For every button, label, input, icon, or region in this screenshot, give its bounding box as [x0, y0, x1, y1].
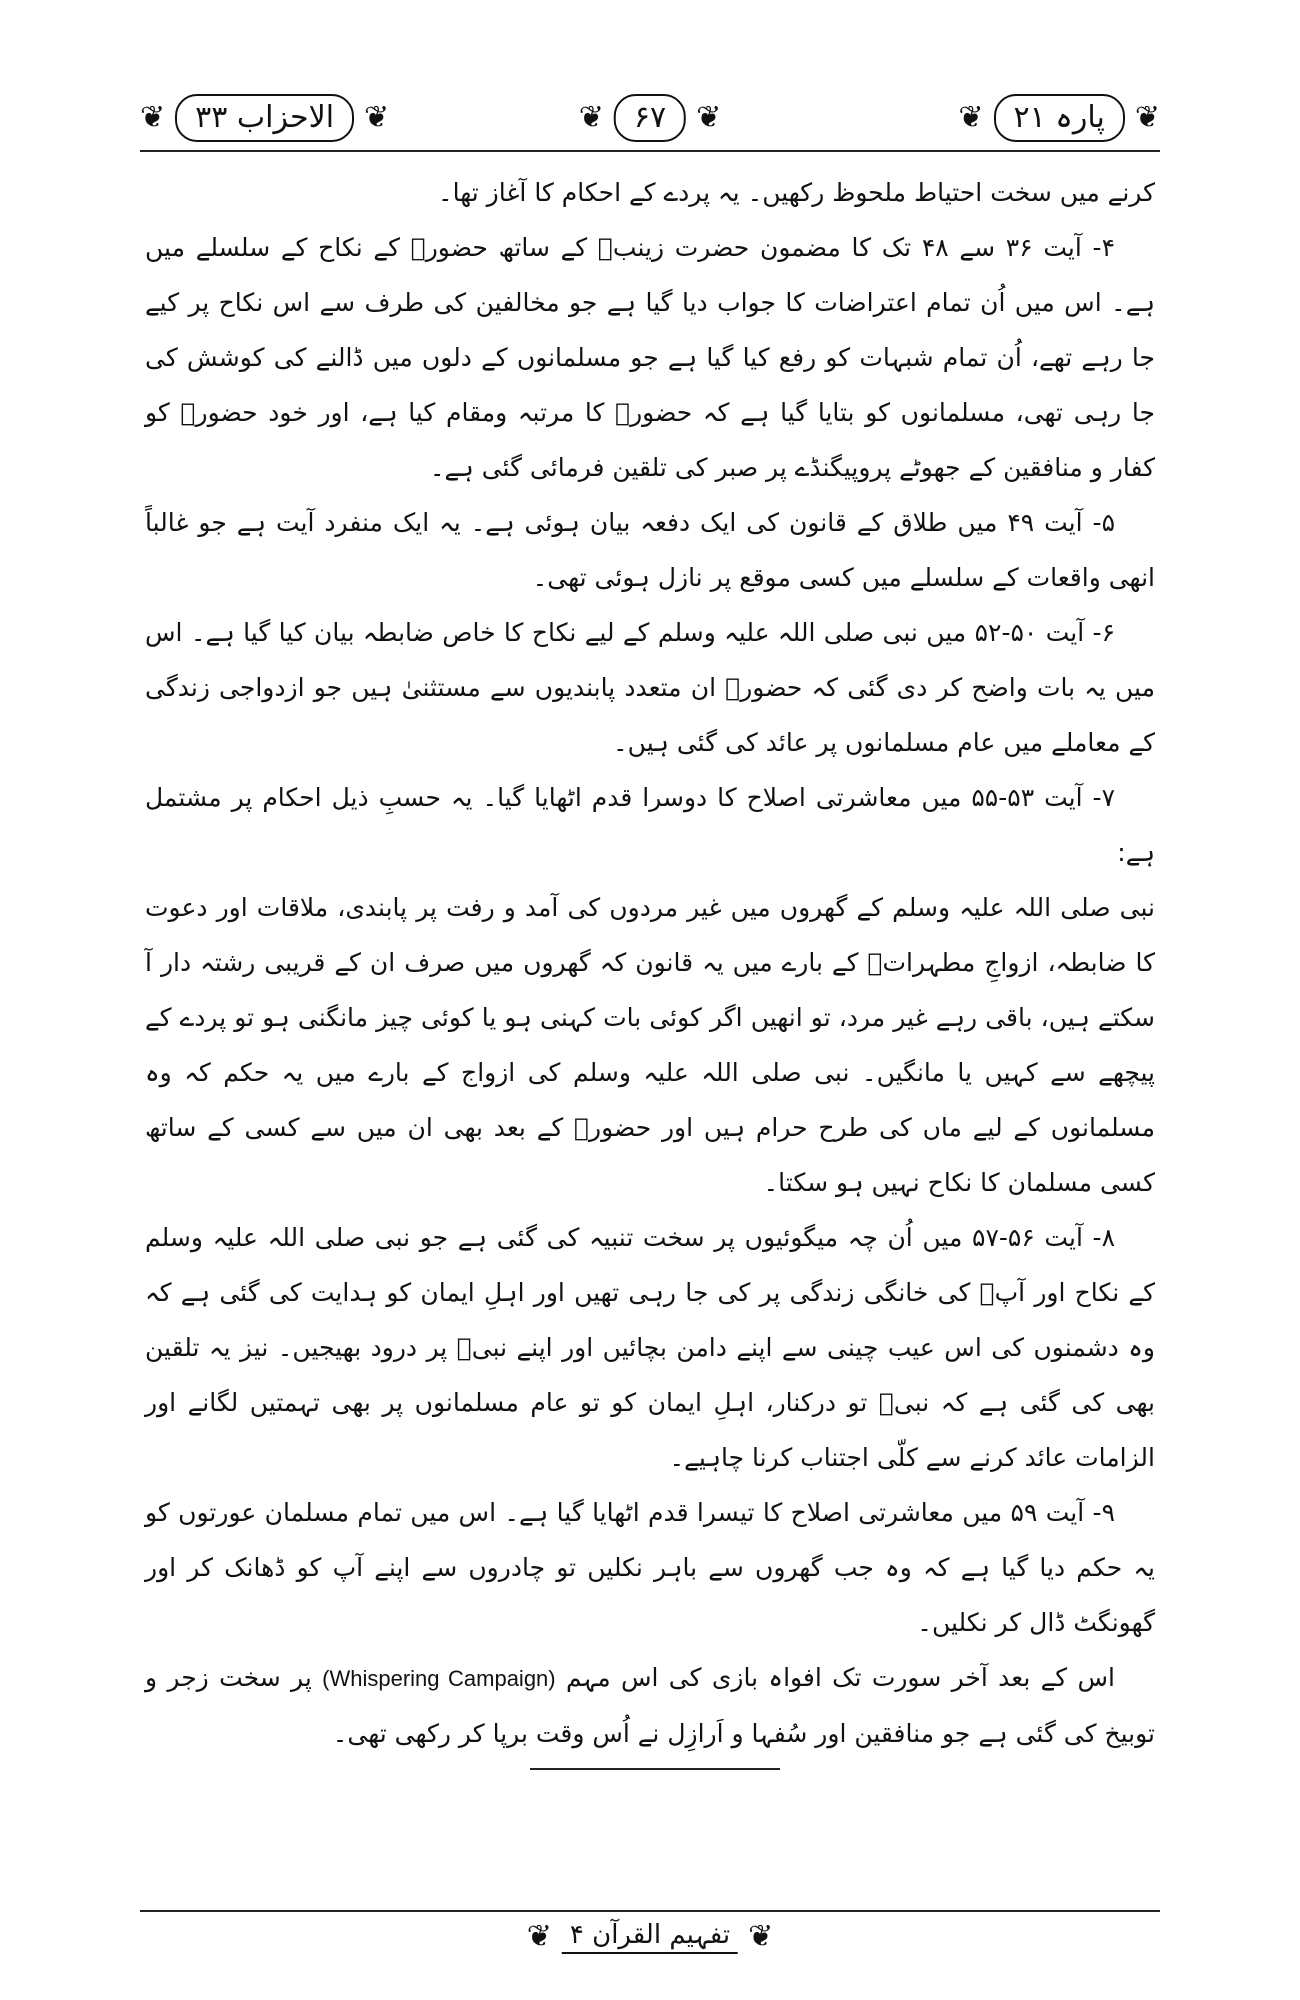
paragraph: ۶- آیت ۵۰-۵۲ میں نبی صلی اللہ علیہ وسلم کے لیے نکاح کا خاص ضابطہ بیان کیا گیا ہے۔ اس میں یہ بات واضح کر دی گئی کہ حضورؐ ان متعدد پابندیوں سے مستثنیٰ ہیں جو ازدواجی زندگی کے معاملے میں عام مسلمانوں پر عائد کی گئی ہیں۔ [145, 618, 1155, 757]
page-footer [527, 1920, 774, 1954]
paragraph: ۹- آیت ۵۹ میں معاشرتی اصلاح کا تیسرا قدم اٹھایا گیا ہے۔ اس میں تمام مسلمان عورتوں کو یہ حکم دیا گیا ہے کہ وہ جب گھروں سے باہر نکلیں تو چادروں سے اپنے آپ کو ڈھانک کر اور گھونگٹ ڈال کر نکلیں۔ [145, 1498, 1155, 1637]
page-number-cartouche [579, 90, 722, 146]
floral-ornament-icon: ❦ [696, 100, 722, 135]
para-cartouche [958, 90, 1160, 146]
surah-label: الاحزاب ۳۳ [175, 94, 354, 142]
surah-cartouche [140, 90, 389, 146]
paragraph: کرنے میں سخت احتیاط ملحوظ رکھیں۔ یہ پردے کے احکام کا آغاز تھا۔ [437, 178, 1155, 207]
para-label: پارہ ۲۱ [994, 94, 1125, 142]
closing-text-end: پر سخت زجر و توبیخ کی گئی ہے جو منافقین اور سُفہا و اَرازِل نے اُس وقت برپا کر رکھی تھی۔ [145, 1663, 1155, 1748]
header-divider [140, 150, 1160, 152]
english-term: (Whispering Campaign) [322, 1666, 556, 1691]
page-header [140, 90, 1160, 150]
floral-ornament-icon: ❦ [958, 100, 984, 135]
paragraph: ۷- آیت ۵۳-۵۵ میں معاشرتی اصلاح کا دوسرا قدم اٹھایا گیا۔ یہ حسبِ ذیل احکام پر مشتمل ہے: [145, 783, 1155, 867]
floral-ornament-icon: ❦ [364, 100, 390, 135]
end-divider [530, 1768, 780, 1770]
floral-ornament-icon: ❦ [140, 100, 166, 135]
floral-ornament-icon: ❦ [1134, 100, 1160, 135]
footer-divider [140, 1910, 1160, 1912]
page-body [145, 165, 1155, 1761]
floral-ornament-icon: ❦ [526, 1919, 552, 1954]
book-title: تفہیم القرآن ۴ [562, 1920, 738, 1954]
paragraph: ۸- آیت ۵۶-۵۷ میں اُن چہ میگوئیوں پر سخت تنبیہ کی گئی ہے جو نبی صلی اللہ علیہ وسلم کے نکاح اور آپؐ کی خانگی زندگی پر کی جا رہی تھیں اور اہلِ ایمان کو ہدایت کی گئی ہے کہ وہ دشمنوں کی اس عیب چینی سے اپنے دامن بچائیں اور اپنے نبیؐ پر درود بھیجیں۔ نیز یہ تلقین بھی کی گئی ہے کہ نبیؐ تو درکنار، اہلِ ایمان کو تو عام مسلمانوں پر بھی تہمتیں لگانے اور الزامات عائد کرنے سے کلّی اجتناب کرنا چاہیے۔ [145, 1223, 1155, 1472]
paragraph: نبی صلی اللہ علیہ وسلم کے گھروں میں غیر مردوں کی آمد و رفت پر پابندی، ملاقات اور دعوت کا ضابطہ، ازواجِ مطہراتؓ کے بارے میں یہ قانون کہ گھروں میں صرف ان کے قریبی رشتہ دار آ سکتے ہیں، باقی رہے غیر مرد، تو انھیں اگر کوئی بات کہنی ہو یا کوئی چیز مانگنی ہو تو پردے کے پیچھے سے کہیں یا مانگیں۔ نبی صلی اللہ علیہ وسلم کی ازواج کے بارے میں یہ حکم کہ وہ مسلمانوں کے لیے ماں کی طرح حرام ہیں اور حضورؐ کے بعد بھی ان میں سے کسی کے ساتھ کسی مسلمان کا نکاح نہیں ہو سکتا۔ [145, 893, 1155, 1197]
paragraph: ۴- آیت ۳۶ سے ۴۸ تک کا مضمون حضرت زینبؓ کے ساتھ حضورؐ کے نکاح کے سلسلے میں ہے۔ اس میں اُن تمام اعتراضات کا جواب دیا گیا ہے جو مخالفین کی طرف سے اس نکاح پر کیے جا رہے تھے، اُن تمام شبہات کو رفع کیا گیا ہے جو مسلمانوں کے دلوں میں ڈالنے کی کوشش کی جا رہی تھی، مسلمانوں کو بتایا گیا ہے کہ حضورؐ کا مرتبہ ومقام کیا ہے، اور خود حضورؐ کو کفار و منافقین کے جھوٹے پروپیگنڈے پر صبر کی تلقین فرمائی گئی ہے۔ [145, 233, 1155, 482]
paragraph-closing [145, 1650, 1155, 1761]
closing-text-start: اس کے بعد آخر سورت تک افواہ بازی کی اس مہم [565, 1663, 1115, 1692]
paragraph: ۵- آیت ۴۹ میں طلاق کے قانون کی ایک دفعہ بیان ہوئی ہے۔ یہ ایک منفرد آیت ہے جو غالباً انھی واقعات کے سلسلے میں کسی موقع پر نازل ہوئی تھی۔ [145, 508, 1155, 592]
floral-ornament-icon: ❦ [748, 1919, 774, 1954]
floral-ornament-icon: ❦ [578, 100, 604, 135]
page-number: ۶۷ [614, 94, 686, 142]
